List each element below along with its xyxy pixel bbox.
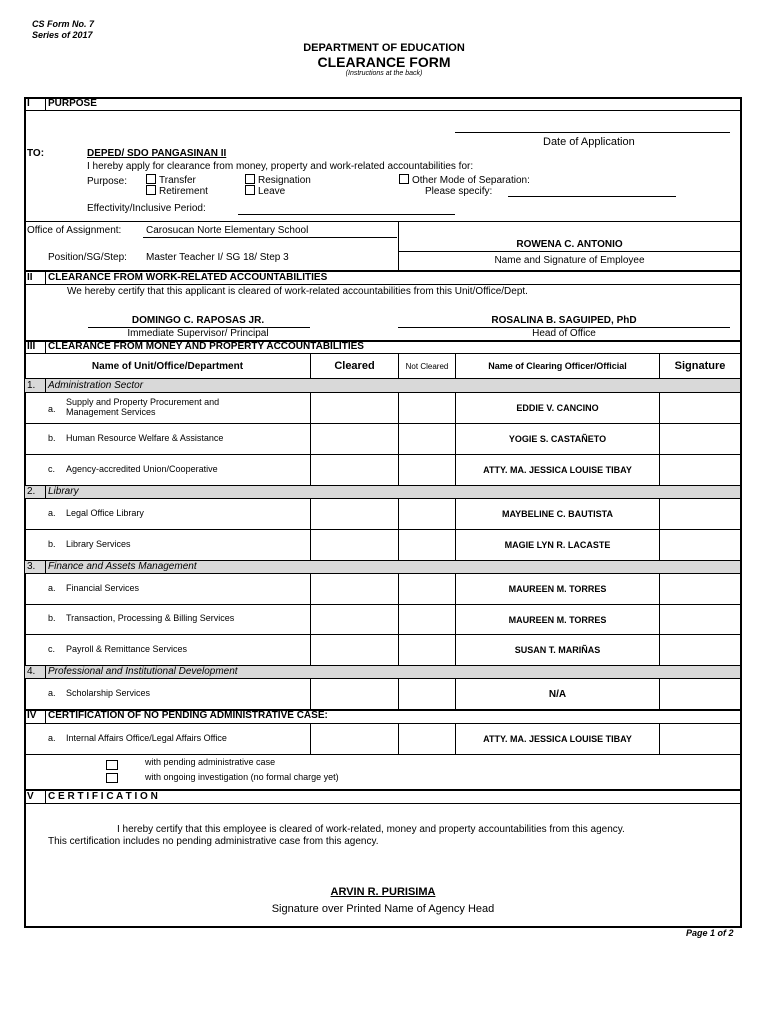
other-mode-label: Other Mode of Separation: [412,175,530,186]
form-number: CS Form No. 7 [32,19,95,29]
row-1c-unit: Agency-accredited Union/Cooperative [66,464,218,474]
checkbox-icon[interactable] [245,174,255,184]
position-value: Master Teacher I/ SG 18/ Step 3 [146,252,289,263]
category-2-name: Library [48,486,79,497]
effectivity-label: Effectivity/Inclusive Period: [87,203,206,214]
row-1a-letter: a. [48,404,56,414]
row-3a-unit: Financial Services [66,583,140,593]
section-5-number: V [27,791,34,802]
head-of-office-caption: Head of Office [532,328,596,339]
head-of-office-name: ROSALINA B. SAGUIPED, PhD [491,315,637,326]
row-2a-unit: Legal Office Library [66,508,144,518]
section-4-title: CERTIFICATION OF NO PENDING ADMINISTRATIVE CASE: [48,710,328,721]
transfer-label: Transfer [159,175,196,186]
agency-head-name: ARVIN R. PURISIMA [330,886,436,898]
category-row [25,486,740,498]
purpose-other-option[interactable] [399,174,530,186]
office-value: Carosucan Norte Elementary School [146,225,309,236]
row-3b-officer: MAUREEN M. TORRES [508,614,607,625]
row-1c-letter: c. [48,464,56,474]
page-title: CLEARANCE FORM [317,54,451,70]
frame-bottom [24,926,742,928]
row-2b-unit: Library Services [66,539,131,549]
instructions-note: (Instructions at the back) [345,70,423,77]
purpose-retirement-option[interactable] [146,185,208,197]
leave-label: Leave [258,186,286,197]
row-2b-letter: b. [48,539,56,549]
row-1b-unit: Human Resource Welfare & Assistance [66,433,224,443]
row-3c-unit: Payroll & Remittance Services [66,644,188,654]
effectivity-line[interactable] [238,214,455,215]
ongoing-investigation-label: with ongoing investigation (no formal charge yet) [145,772,339,782]
checkbox-icon[interactable] [399,174,409,184]
row-3a-letter: a. [48,583,56,593]
ongoing-investigation-checkbox[interactable] [106,773,118,783]
col-header-officer: Name of Clearing Officer/Official [488,361,627,371]
row-2b-officer: MAGIE LYN R. LACASTE [504,540,611,550]
category-4-name: Professional and Institutional Development [48,666,238,677]
retirement-label: Retirement [159,186,208,197]
row-3c-officer: SUSAN T. MARIÑAS [514,645,601,655]
frame-top [24,97,742,99]
category-3-number: 3. [27,561,36,572]
row-4-unit: Internal Affairs Office/Legal Affairs Office [66,733,227,743]
form-series: Series of 2017 [32,30,93,40]
section-4-number: IV [27,710,37,721]
employee-name: ROWENA C. ANTONIO [516,239,623,250]
row-3a-officer: MAUREEN M. TORRES [508,584,607,594]
row-1a-unit-line2: Management Services [66,407,156,417]
resignation-label: Resignation [258,175,311,186]
section-3-number: III [27,341,36,352]
category-4-number: 4. [27,666,36,677]
apply-statement: I hereby apply for clearance from money, property and work-related accountabilities for: [87,161,474,172]
row-1c-officer: ATTY. MA. JESSICA LOUISE TIBAY [483,465,632,475]
col-header-not-cleared: Not Cleared [405,361,449,371]
row-3b-letter: b. [48,613,56,623]
supervisor-name: DOMINGO C. RAPOSAS JR. [131,315,265,326]
category-2-number: 2. [27,486,36,497]
department-title: DEPARTMENT OF EDUCATION [303,42,465,54]
checkbox-icon[interactable] [146,185,156,195]
section-2-number: II [27,272,33,283]
row-4a-officer: N/A [548,688,567,700]
office-label: Office of Assignment: [27,225,122,236]
row-4a-unit: Scholarship Services [66,688,151,698]
row-1a-unit-line1: Supply and Property Procurement and [66,397,220,407]
row-1b-letter: b. [48,433,56,443]
section-3-title: CLEARANCE FROM MONEY AND PROPERTY ACCOUNTABILITIES [48,341,364,352]
supervisor-caption: Immediate Supervisor/ Principal [127,328,269,339]
date-of-application-line[interactable] [455,132,730,133]
section-2-title: CLEARANCE FROM WORK-RELATED ACCOUNTABILITIES [48,272,328,283]
row-3c-letter: c. [48,644,56,654]
pending-case-checkbox[interactable] [106,760,118,770]
certification-text-line1: I hereby certify that this employee is cleared of work-related, money and property accountabilities from this agency. [117,824,625,835]
checkbox-icon[interactable] [245,185,255,195]
work-certify-statement: We hereby certify that this applicant is cleared of work-related accountabilities from this Unit/Office/Dept. [67,286,528,297]
col-header-signature: Signature [674,360,726,372]
category-1-number: 1. [27,380,36,391]
position-label: Position/SG/Step: [48,252,127,263]
certification-text-line2: This certification includes no pending administrative case from this agency. [48,836,379,847]
purpose-label: Purpose: [87,176,128,187]
employee-caption: Name and Signature of Employee [494,255,645,266]
category-1-name: Administration Sector [48,380,144,391]
page-number: Page 1 of 2 [686,928,734,938]
addressee: DEPED/ SDO PANGASINAN II [87,148,227,159]
section-1-number: I [27,98,30,109]
row-2a-letter: a. [48,508,56,518]
row-4-officer: ATTY. MA. JESSICA LOUISE TIBAY [483,734,632,744]
agency-head-caption: Signature over Printed Name of Agency Head [271,903,495,915]
please-specify-label: Please specify: [425,186,493,197]
section-1-title: PURPOSE [48,98,97,109]
to-label: TO: [27,148,45,159]
row-4a-letter: a. [48,688,56,698]
col-header-cleared: Cleared [334,360,375,372]
col-header-unit: Name of Unit/Office/Department [91,360,244,372]
row-2a-officer: MAYBELINE C. BAUTISTA [501,509,613,519]
date-of-application-label: Date of Application [543,136,635,148]
row-1a-officer: EDDIE V. CANCINO [516,403,599,413]
checkbox-icon[interactable] [146,174,156,184]
please-specify-line[interactable] [508,196,676,197]
row-1b-officer: YOGIE S. CASTAÑETO [508,434,607,444]
purpose-leave-option[interactable] [245,185,285,197]
row-4-letter: a. [48,733,56,743]
section-5-title: C E R T I F I C A T I O N [48,791,158,802]
row-3b-unit: Transaction, Processing & Billing Services [66,613,235,623]
category-3-name: Finance and Assets Management [48,561,197,572]
pending-case-label: with pending administrative case [145,757,276,767]
